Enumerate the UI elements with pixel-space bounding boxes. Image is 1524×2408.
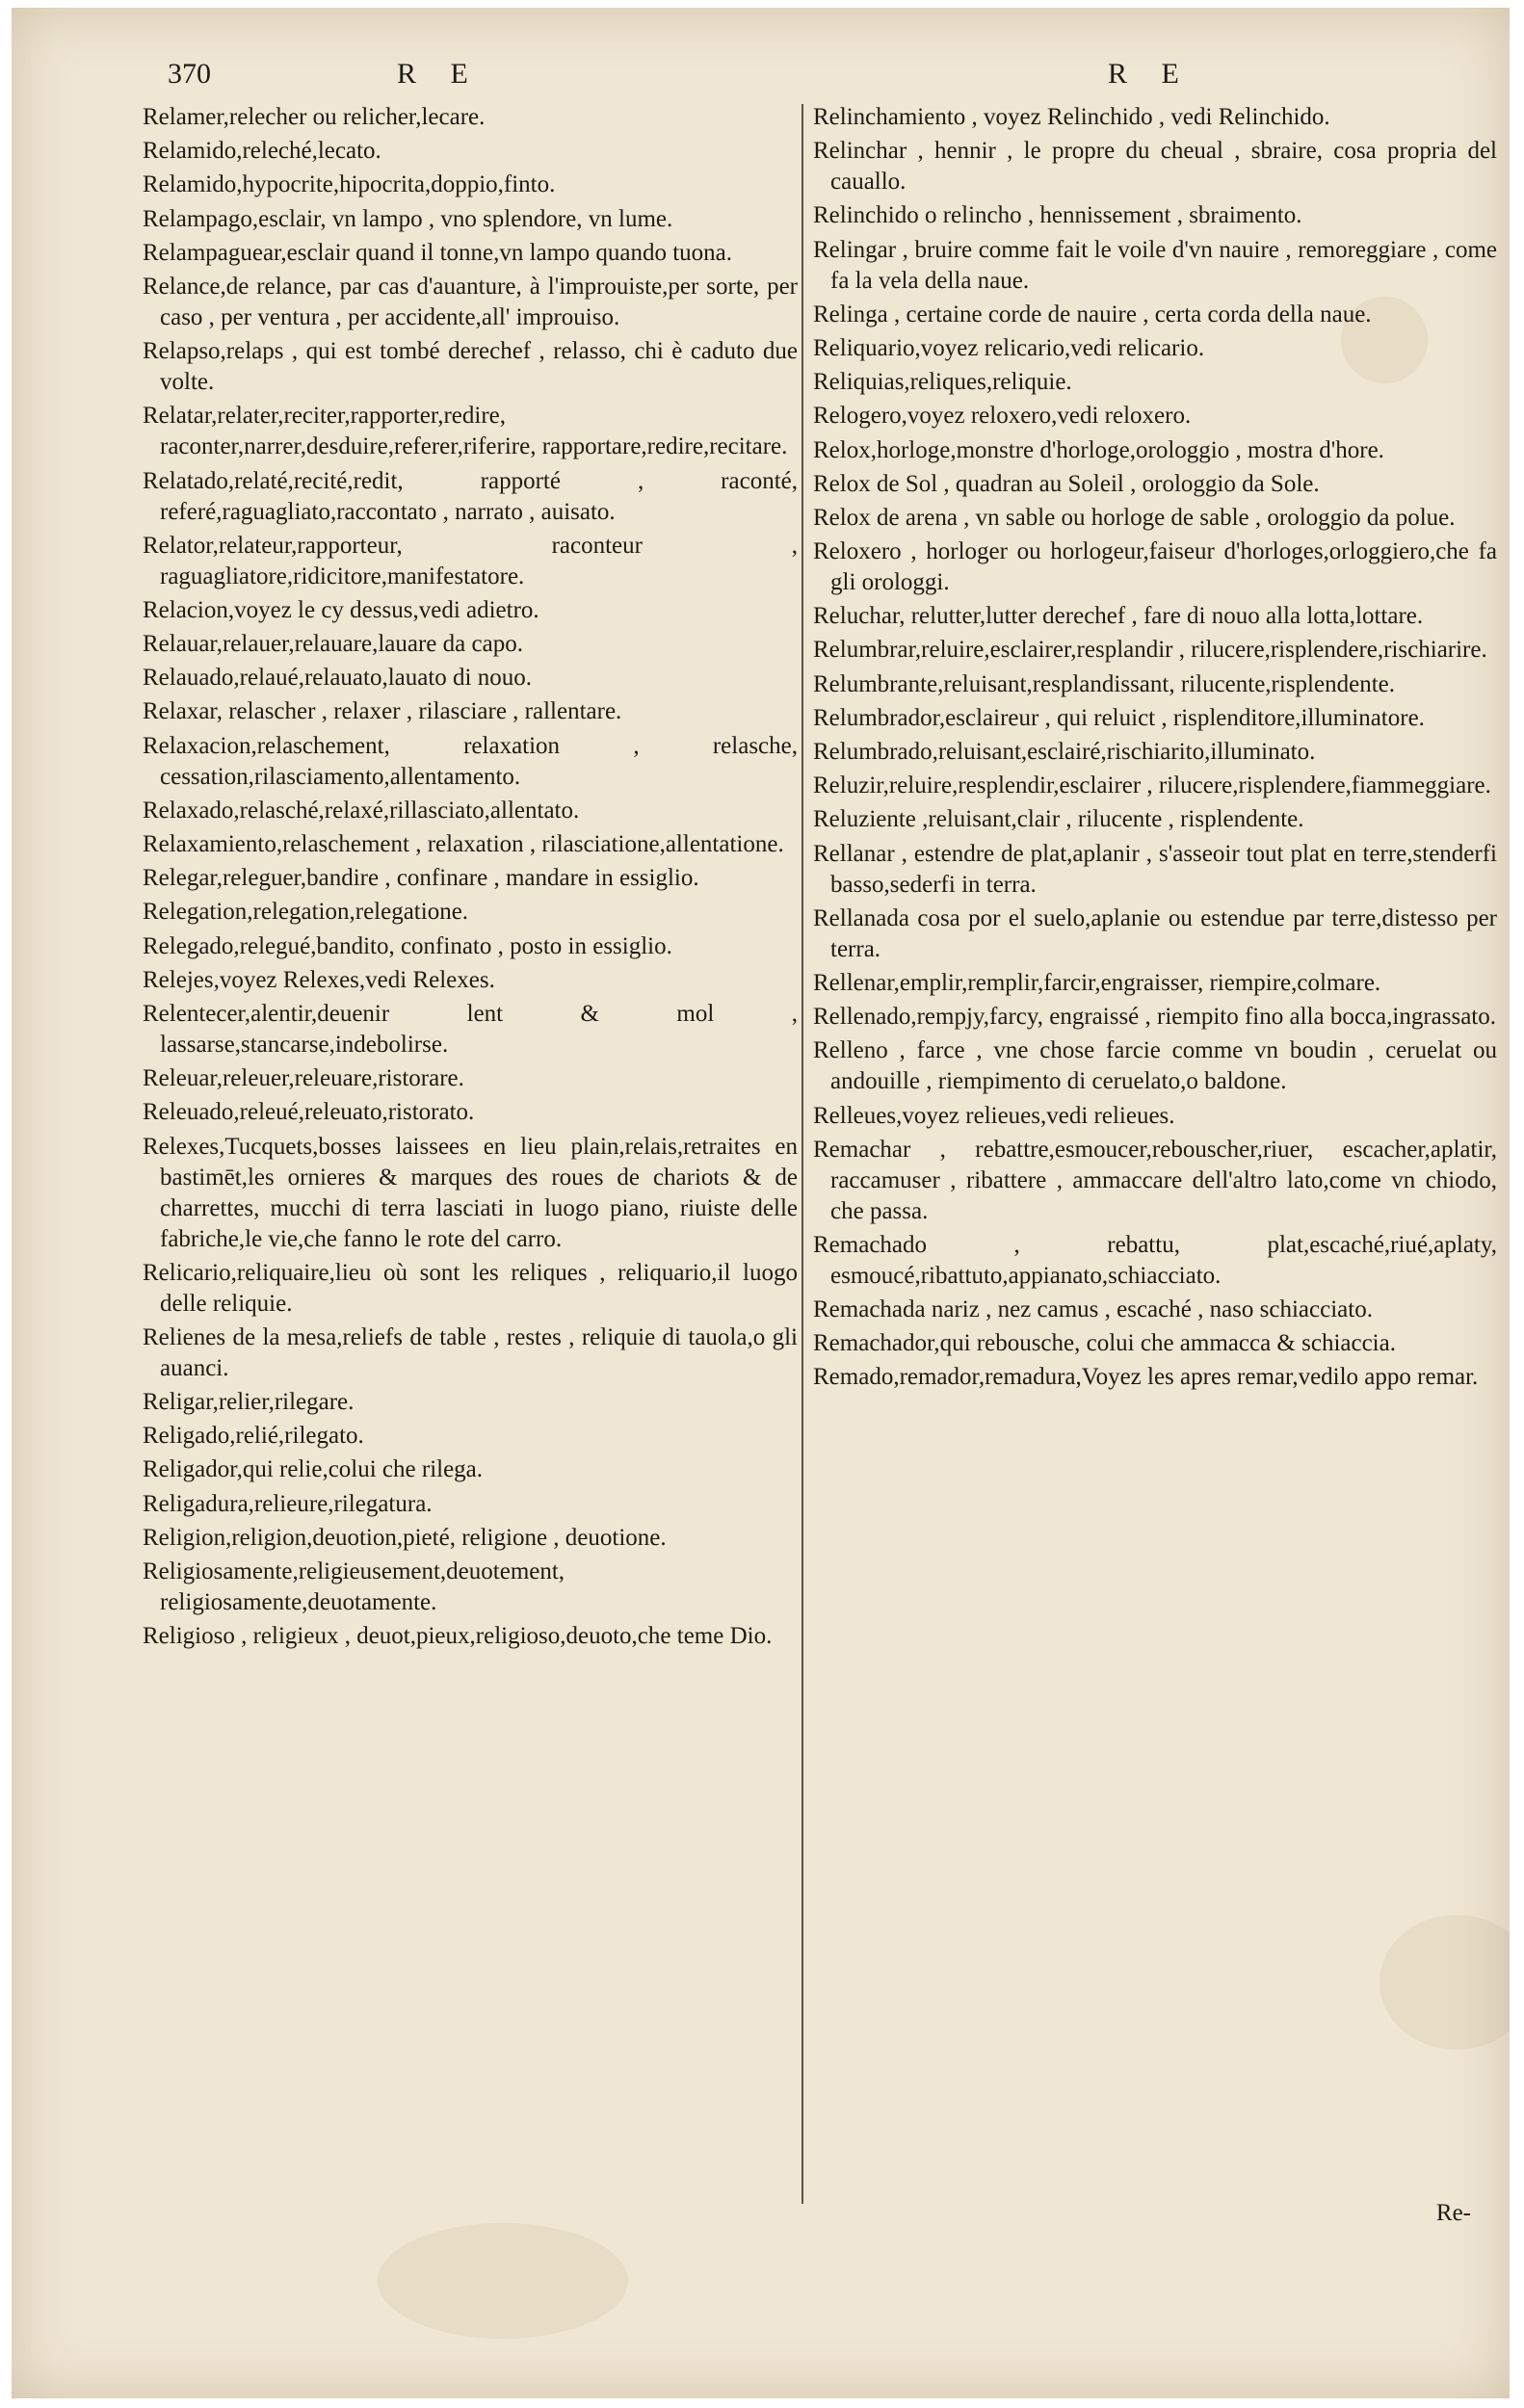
dictionary-entry: Reliquario,voyez relicario,vedi relicario. bbox=[813, 334, 1205, 361]
dictionary-entry: Reluziente ,reluisant,clair , rilucente , risplendente. bbox=[813, 806, 1304, 833]
dictionary-entry: Relicario,reliquaire,lieu où sont les reliques , reliquario,il luogo delle reliquie. bbox=[143, 1259, 798, 1317]
dictionary-entry: Reliquias,reliques,reliquie. bbox=[813, 369, 1072, 396]
dictionary-entry: Relentecer,alentir,deuenir lent & mol , lassarse,stancarse,indebolirse. bbox=[143, 1000, 798, 1058]
dictionary-entry: Rellenado,rempjy,farcy, engraissé , riempito fino alla bocca,ingrassato. bbox=[813, 1004, 1496, 1031]
dictionary-entry: Relegar,releguer,bandire , confinare , mandare in essiglio. bbox=[143, 865, 699, 892]
dictionary-entry: Relleno , farce , vne chose farcie comme vn boudin , ceruelat ou andouille , riempimento di ceruelato,o baldone. bbox=[813, 1037, 1497, 1095]
dictionary-entry: Releuado,releué,releuato,ristorato. bbox=[143, 1099, 475, 1126]
dictionary-entry: Relumbrador,esclaireur , qui reluict , risplenditore,illuminatore. bbox=[813, 704, 1425, 731]
dictionary-entry: Relejes,voyez Relexes,vedi Relexes. bbox=[143, 966, 495, 993]
column-rule bbox=[801, 104, 803, 2204]
dictionary-entry: Reloxero , horloger ou horlogeur,faiseur d'horloges,orloggiero,che fa gli orologgi. bbox=[813, 538, 1497, 596]
dictionary-entry: Rellanada cosa por el suelo,aplanie ou estendue par terre,distesso per terra. bbox=[813, 904, 1497, 962]
dictionary-entry: Relauar,relauer,relauare,lauare da capo. bbox=[143, 631, 523, 658]
dictionary-entry: Relleues,voyez relieues,vedi relieues. bbox=[813, 1102, 1175, 1129]
dictionary-entry: Relox,horloge,monstre d'horloge,orologgio , mostra d'hore. bbox=[813, 436, 1384, 463]
dictionary-entry: Rellenar,emplir,remplir,farcir,engraisser, riempire,colmare. bbox=[813, 969, 1381, 996]
dictionary-entry: Relinga , certaine corde de nauire , certa corda della naue. bbox=[813, 301, 1372, 327]
catchword: Re- bbox=[1435, 2200, 1471, 2226]
dictionary-entry: Relegation,relegation,relegatione. bbox=[143, 899, 469, 926]
dictionary-entry: Religador,qui relie,colui che rilega. bbox=[143, 1456, 484, 1483]
running-header bbox=[12, 58, 1510, 96]
dictionary-entry: Relumbrado,reluisant,esclairé,rischiarito,illuminato. bbox=[813, 739, 1316, 765]
dictionary-entry: Releuar,releuer,releuare,ristorare. bbox=[143, 1065, 464, 1092]
dictionary-entry: Remachar , rebattre,esmoucer,rebouscher,riuer, escacher,aplatir, raccamuser , ribattere , ammaccare dell'altro lato,come vn chiodo, che passa. bbox=[813, 1136, 1497, 1224]
dictionary-entry: Relamido,hypocrite,hipocrita,doppio,finto. bbox=[143, 171, 556, 198]
dictionary-entry: Relampago,esclair, vn lampo , vno splendore, vn lume. bbox=[143, 205, 673, 232]
dictionary-entry: Relatado,relaté,recité,redit, rapporté , raconté, referé,raguagliato,raccontato , narrato , auisato. bbox=[143, 467, 798, 525]
dictionary-entry: Relapso,relaps , qui est tombé derechef , relasso, chi è caduto due volte. bbox=[143, 338, 798, 396]
dictionary-entry: Relamido,releché,lecato. bbox=[143, 138, 381, 165]
dictionary-entry: Remado,remador,remadura,Voyez les apres remar,vedilo appo remar. bbox=[813, 1364, 1479, 1391]
dictionary-entry: Religadura,relieure,rilegatura. bbox=[143, 1490, 433, 1517]
dictionary-entry: Reluzir,reluire,resplendir,esclairer , rilucere,risplendere,fiammeggiare. bbox=[813, 772, 1491, 799]
dictionary-entry: Relaxar, relascher , relaxer , rilasciare , rallentare. bbox=[143, 698, 622, 725]
dictionary-entry: Relauado,relaué,relauato,lauato di nouo. bbox=[143, 665, 533, 692]
dictionary-entry: Relaxado,relasché,relaxé,rillasciato,allentato. bbox=[143, 797, 580, 824]
dictionary-entry: Relox de Sol , quadran au Soleil , orologgio da Sole. bbox=[813, 470, 1320, 497]
dictionary-entry: Remachador,qui rebousche, colui che ammacca & schiaccia. bbox=[813, 1330, 1396, 1357]
dictionary-entry: Religar,relier,rilegare. bbox=[143, 1389, 355, 1416]
dictionary-entry: Relator,relateur,rapporteur, raconteur , raguagliatore,ridicitore,manifestatore. bbox=[143, 532, 798, 589]
left-running-head: R E bbox=[397, 58, 482, 90]
dictionary-entry: Religioso , religieux , deuot,pieux,religioso,deuoto,che teme Dio. bbox=[143, 1623, 773, 1650]
dictionary-entry: Reluchar, relutter,lutter derechef , fare di nouo alla lotta,lottare. bbox=[813, 603, 1424, 630]
dictionary-entry: Relegado,relegué,bandito, confinato , posto in essiglio. bbox=[143, 932, 672, 959]
dictionary-entry: Relinchar , hennir , le propre du cheual , sbraire, cosa propria del cauallo. bbox=[813, 138, 1497, 196]
dictionary-entry: Relinchamiento , voyez Relinchido , vedi Relinchido. bbox=[813, 104, 1330, 130]
right-column bbox=[813, 102, 1497, 1397]
dictionary-entry: Rellanar , estendre de plat,aplanir , s'asseoir tout plat en terre,stenderfi basso,sederfi in terra. bbox=[813, 840, 1497, 898]
dictionary-entry: Relienes de la mesa,reliefs de table , restes , reliquie di tauola,o gli auanci. bbox=[143, 1323, 798, 1381]
dictionary-entry: Relinchido o relincho , hennissement , sbraimento. bbox=[813, 202, 1302, 229]
dictionary-entry: Relumbrar,reluire,esclairer,resplandir , rilucere,risplendere,rischiarire. bbox=[813, 637, 1487, 664]
dictionary-entry: Relumbrante,reluisant,resplandissant, rilucente,risplendente. bbox=[813, 670, 1395, 697]
dictionary-entry: Relogero,voyez reloxero,vedi reloxero. bbox=[813, 403, 1192, 430]
dictionary-entry: Relampaguear,esclair quand il tonne,vn lampo quando tuona. bbox=[143, 239, 733, 266]
dictionary-entry: Religado,relié,rilegato. bbox=[143, 1423, 364, 1450]
dictionary-entry: Relatar,relater,reciter,rapporter,redire, raconter,narrer,desduire,referer,riferire, rapportare,redire,recitare. bbox=[143, 403, 788, 460]
dictionary-entry: Relaxamiento,relaschement , relaxation , rilasciatione,allentatione. bbox=[143, 831, 784, 857]
dictionary-entry: Relamer,relecher ou relicher,lecare. bbox=[143, 104, 486, 130]
dictionary-entry: Religiosamente,religieusement,deuotement, religiosamente,deuotamente. bbox=[143, 1558, 565, 1615]
left-column bbox=[143, 102, 798, 1655]
dictionary-entry: Remachada nariz , nez camus , escaché , naso schiacciato. bbox=[813, 1296, 1373, 1323]
dictionary-entry: Relance,de relance, par cas d'auanture, à l'improuiste,per sorte, per caso , per ventura , per accidente,all' improuiso. bbox=[143, 273, 798, 330]
page-number: 370 bbox=[168, 58, 211, 90]
right-running-head: R E bbox=[1108, 58, 1193, 90]
book-page bbox=[12, 8, 1510, 2398]
dictionary-entry: Relingar , bruire comme fait le voile d'vn nauire , remoreggiare , come fa la vela della naue. bbox=[813, 236, 1497, 294]
dictionary-entry: Relexes,Tucquets,bosses laissees en lieu plain,relais,retraites en bastimēt,les ornieres & marques des roues de chariots & de charrettes, mucchi di terra lasciati in luogo piano, riuiste delle fabriche,le vie,che fanno le rote del carro. bbox=[143, 1133, 798, 1252]
dictionary-entry: Relacion,voyez le cy dessus,vedi adietro. bbox=[143, 596, 539, 623]
dictionary-entry: Remachado , rebattu, plat,escaché,riué,aplaty, esmoucé,ribattuto,appianato,schiacciato. bbox=[813, 1231, 1497, 1289]
dictionary-entry: Relaxacion,relaschement, relaxation , relasche, cessation,rilasciamento,allentamento. bbox=[143, 732, 798, 790]
dictionary-entry: Relox de arena , vn sable ou horloge de sable , orologgio da polue. bbox=[813, 504, 1456, 531]
dictionary-entry: Religion,religion,deuotion,pieté, religione , deuotione. bbox=[143, 1524, 667, 1551]
